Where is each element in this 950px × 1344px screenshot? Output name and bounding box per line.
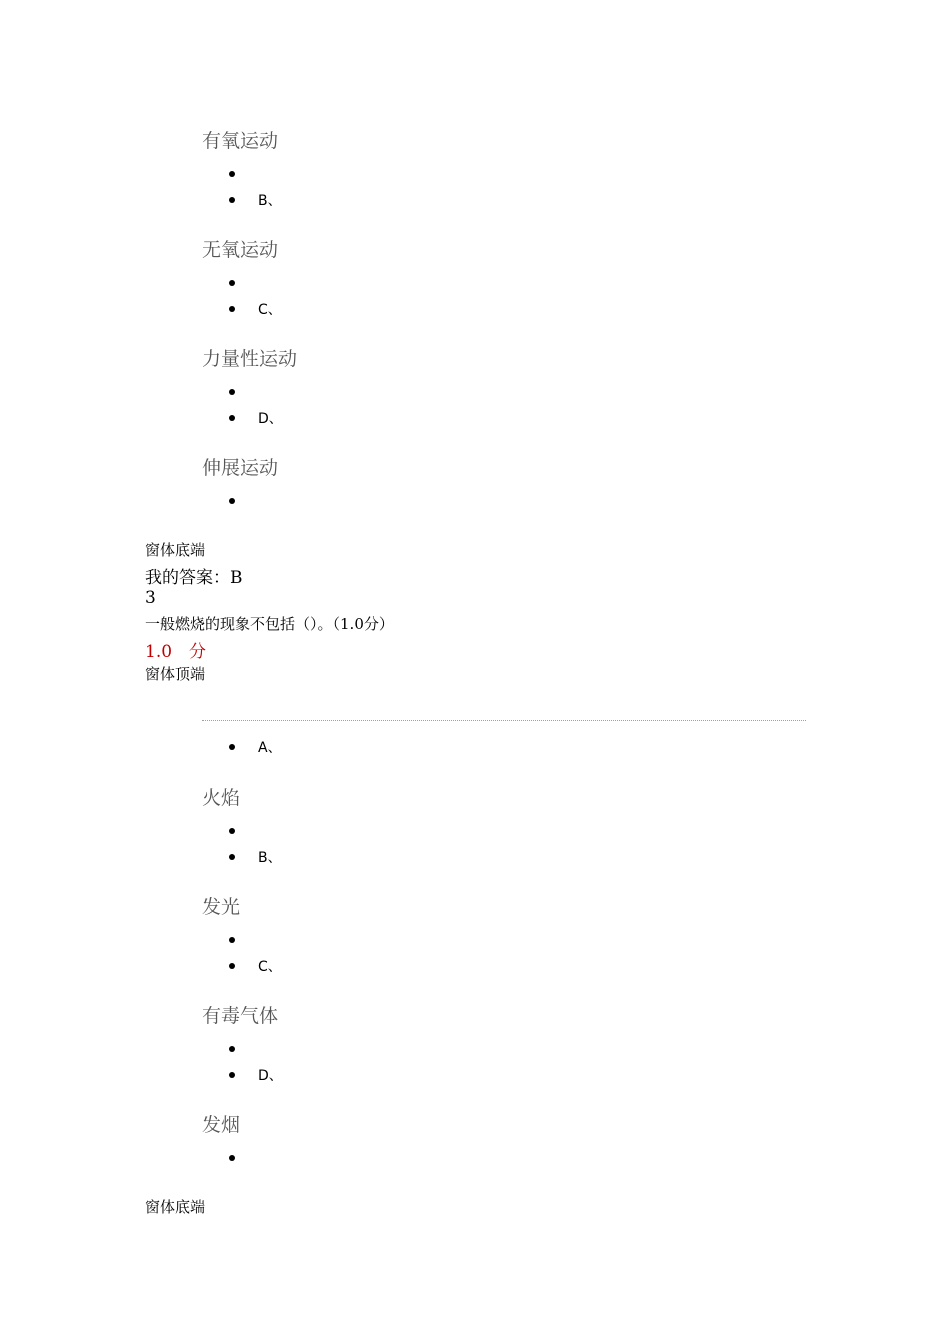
bullet-icon (229, 306, 235, 312)
bullet-icon (229, 171, 235, 177)
option-text: 火焰 (202, 787, 241, 809)
form-top-label: 窗体顶端 (145, 665, 206, 683)
bullet-icon (229, 1072, 235, 1078)
option-letter[interactable]: B、 (258, 850, 282, 866)
bullet-icon (229, 415, 235, 421)
bullet-icon (229, 389, 235, 395)
bullet-icon (229, 828, 235, 834)
option-text: 有氧运动 (202, 130, 279, 152)
option-letter[interactable]: D、 (258, 1068, 283, 1084)
bullet-icon (229, 937, 235, 943)
bullet-icon (229, 498, 235, 504)
question-number: 3 (145, 588, 156, 608)
option-text: 伸展运动 (202, 457, 279, 479)
bullet-icon (229, 280, 235, 286)
bullet-icon (229, 963, 235, 969)
option-text: 力量性运动 (202, 348, 298, 370)
option-text: 发光 (202, 896, 241, 918)
question-text: 一般燃烧的现象不包括（）。（1.0分） (145, 615, 394, 633)
option-letter[interactable]: B、 (258, 193, 282, 209)
divider (202, 720, 806, 721)
bullet-icon (229, 1155, 235, 1161)
option-text: 发烟 (202, 1114, 241, 1136)
option-text: 有毒气体 (202, 1005, 279, 1027)
option-letter[interactable]: C、 (258, 959, 282, 975)
option-letter[interactable]: C、 (258, 302, 282, 318)
my-answer: 我的答案：B (145, 568, 243, 588)
bullet-icon (229, 197, 235, 203)
bullet-icon (229, 744, 235, 750)
option-letter[interactable]: A、 (258, 740, 282, 756)
bullet-icon (229, 854, 235, 860)
option-letter[interactable]: D、 (258, 411, 283, 427)
bullet-icon (229, 1046, 235, 1052)
score-label: 1.0 分 (145, 642, 207, 662)
form-bottom-label: 窗体底端 (145, 541, 206, 559)
option-text: 无氧运动 (202, 239, 279, 261)
form-bottom-label: 窗体底端 (145, 1198, 206, 1216)
